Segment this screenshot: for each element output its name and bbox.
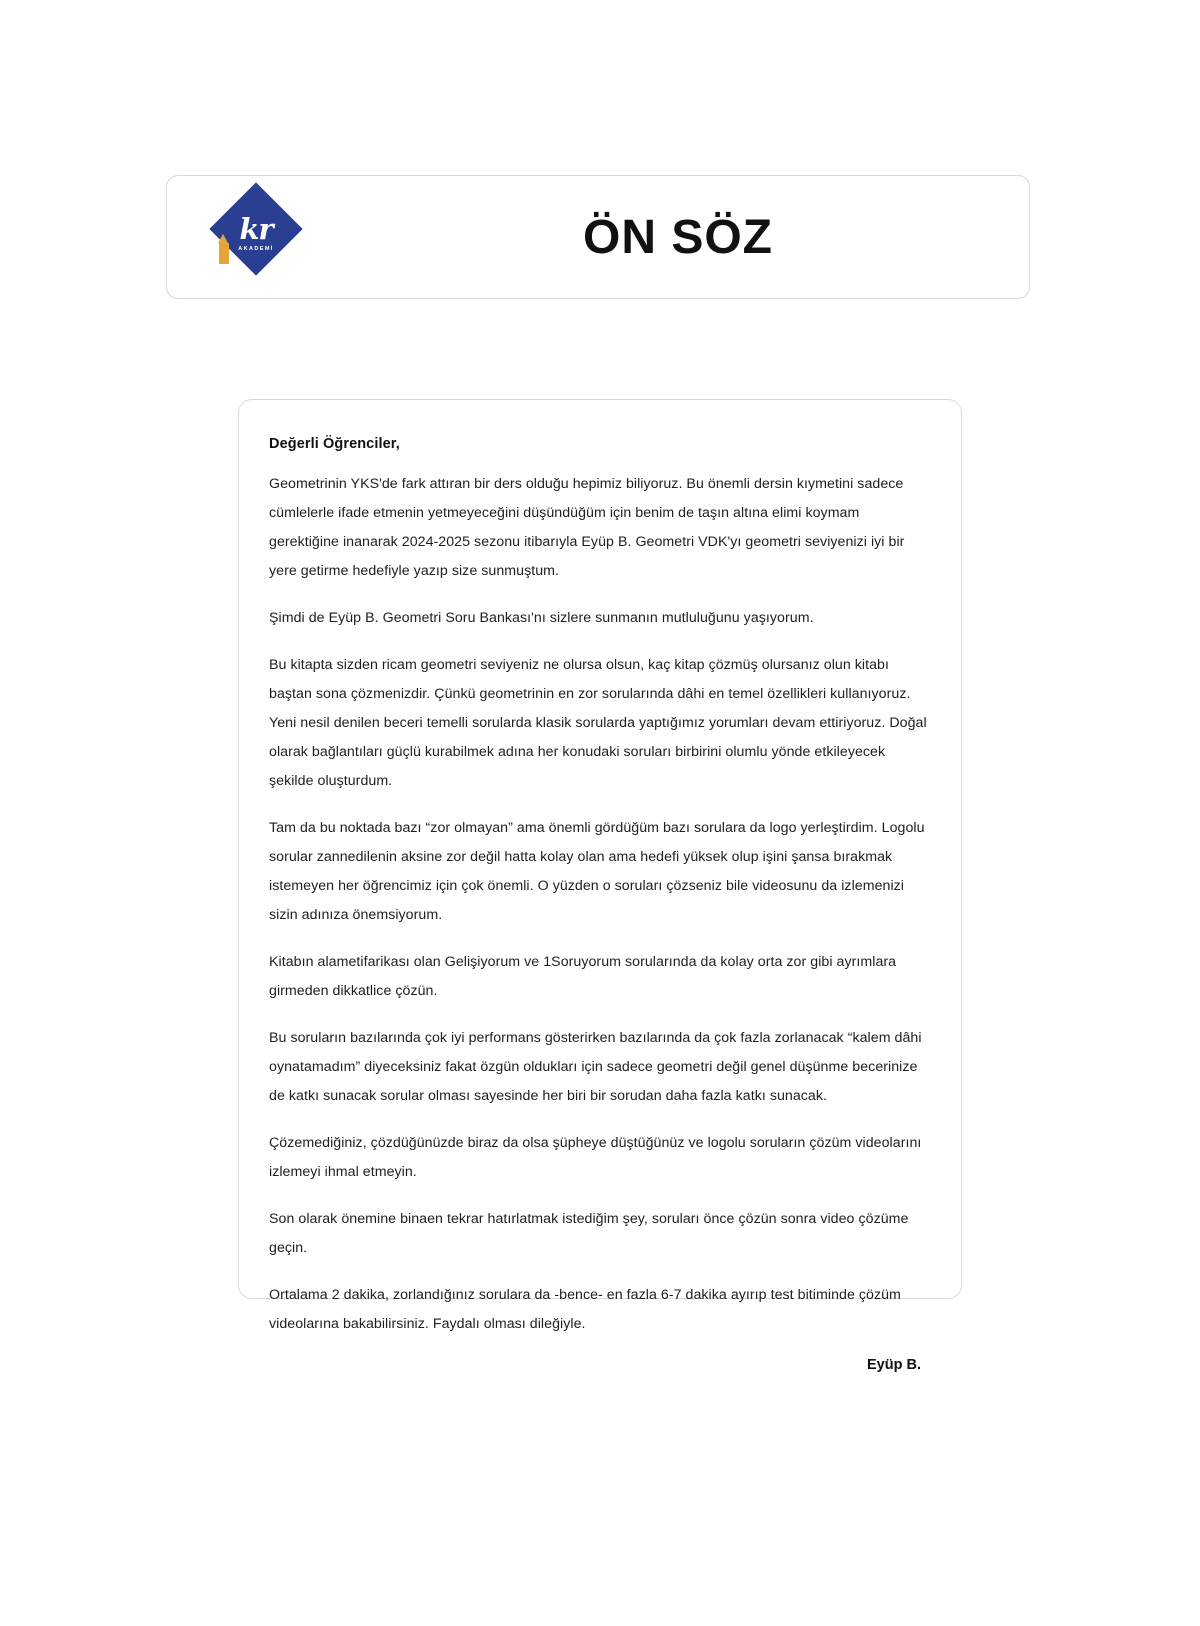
salutation: Değerli Öğrenciler, — [269, 436, 400, 452]
logo-akademi-text: AKADEMİ — [238, 246, 274, 252]
paragraph: Çözemediğiniz, çözdüğünüzde biraz da olsa şüpheye düştüğünüz ve logolu soruların çözüm videolarını izlemeyi ihmal etmeyin. — [269, 1135, 922, 1180]
pencil-body-icon — [219, 243, 229, 264]
pencil-tip-icon — [218, 234, 228, 243]
pencil-icon — [218, 234, 229, 264]
paragraph: Geometrinin YKS'de fark attıran bir ders olduğu hepimiz biliyoruz. Bu önemli dersin kıymetini sadece cümlelerle ifade etmenin yetmeyeceğini düşündüğüm için benim de taşın altına elimi koymam gerektiğine inanarak 2024-2025 sezonu itibarıyla Eyüp B. Geometri VDK'yı geometri seviyenizi iyi bir yere getirme hedefiyle yazıp size sunmuştum. — [269, 476, 905, 579]
page-title: ÖN SÖZ — [582, 210, 773, 264]
paragraph: Şimdi de Eyüp B. Geometri Soru Bankası'nı sizlere sunmanın mutluluğunu yaşıyorum. — [269, 610, 814, 626]
preface-card — [238, 399, 962, 1373]
paragraph: Son olarak önemine binaen tekrar hatırlatmak istediğim şey, soruları önce çözün sonra video çözüme geçin. — [269, 1211, 909, 1256]
paragraph: Bu soruların bazılarında çok iyi performans gösterirken bazılarında da çok fazla zorlanacak “kalem dâhi oynatamadım” diyeceksiniz fakat özgün oldukları için sadece geometri değil genel düşünme becerinize de katkı sunacak sorular olması sayesinde her biri bir sorudan daha fazla katkı sunacak. — [269, 1030, 922, 1104]
header-card — [166, 175, 1030, 299]
paragraph: Bu kitapta sizden ricam geometri seviyeniz ne olursa olsun, kaç kitap çözmüş olursanız olun kitabı baştan sona çözmenizdir. Çünkü geometrinin en zor sorularında dâhi en temel özellikleri kullanıyoruz. Yeni nesil denilen beceri temelli sorularda klasik sorularda yaptığımız yorumları devam ettiriyoruz. Doğal olarak bağlantıları güçlü kurabilmek adına her konudaki soruları birbirini olumlu yönde etkileyecek şekilde oluşturdum. — [269, 657, 927, 789]
paragraph: Tam da bu noktada bazı “zor olmayan” ama önemli gördüğüm bazı sorulara da logo yerleştirdim. Logolu sorular zannedilenin aksine zor değil hatta kolay olan ama hedefi yüksek olup işini şansa bırakmak istemeyen her öğrencimiz için çok önemli. O yüzden o soruları çözseniz bile videosunu da izlemenizi sizin adınıza önemsiyorum. — [269, 820, 925, 923]
paragraph: Kitabın alametifarikası olan Gelişiyorum ve 1Soruyorum sorularında da kolay orta zor gibi ayrımlara girmeden dikkatlice çözün. — [269, 954, 897, 999]
signature: Eyüp B. — [867, 1357, 921, 1373]
paragraph: Ortalama 2 dakika, zorlandığınız sorulara da -bence- en fazla 6-7 dakika ayırıp test bitiminde çözüm videolarına bakabilirsiniz. Faydalı olması dileğiyle. — [269, 1287, 901, 1332]
brand-logo — [209, 188, 319, 288]
logo-kr-text: kr — [239, 212, 273, 246]
